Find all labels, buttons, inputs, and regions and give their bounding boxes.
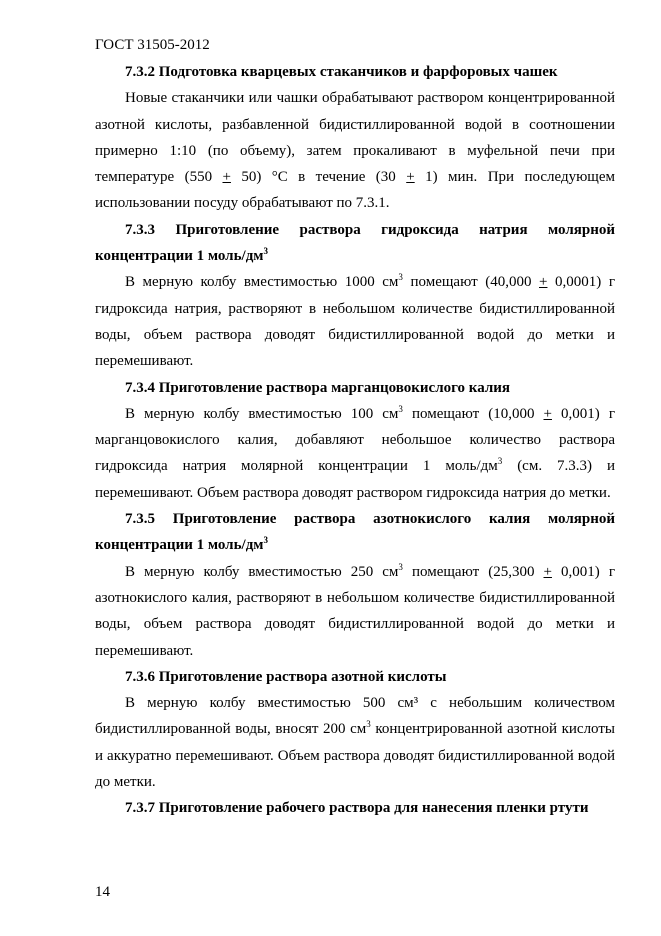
superscript: 3 <box>398 403 403 414</box>
plus-minus-sign: + <box>543 405 552 422</box>
paragraph-text: 50) °С в течение (30 <box>230 169 407 186</box>
superscript: 3 <box>398 561 403 572</box>
heading-text: 7.3.3 Приготовление раствора гидроксида натрия молярной концентрации 1 моль/дм <box>95 221 615 265</box>
section-heading-7-3-7 <box>95 795 615 821</box>
document-body <box>95 59 615 822</box>
section-heading-7-3-2 <box>95 59 615 85</box>
paragraph-text: В мерную колбу вместимостью 1000 см <box>125 274 399 291</box>
section-heading-7-3-3 <box>95 217 615 270</box>
paragraph-text: В мерную колбу вместимостью 250 см <box>125 563 399 580</box>
paragraph-text: концентрированной азотной кислоты и аккуратно перемешивают. Объем раствора доводят бидистиллированной водой до метки. <box>95 721 615 791</box>
section-paragraph-7-3-4 <box>95 401 615 506</box>
paragraph-text: 0,001) г азотнокислого калия, растворяют в небольшом количестве бидистиллированной воды, объем раствора доводят бидистиллированной водой до метки и перемешивают. <box>95 563 615 659</box>
superscript: 3 <box>366 719 371 730</box>
paragraph-text: (см. 7.3.3) и перемешивают. Объем раствора доводят раствором гидроксида натрия до метки. <box>95 458 615 501</box>
section-heading-7-3-6 <box>95 664 615 690</box>
paragraph-text: В мерную колбу вместимостью 500 см³ с небольшим количеством бидистиллированной воды, вносят 200 см <box>95 695 615 738</box>
superscript: 3 <box>398 272 403 283</box>
section-paragraph-7-3-2 <box>95 85 615 216</box>
section-paragraph-7-3-6 <box>95 690 615 795</box>
superscript: 3 <box>497 456 503 467</box>
page-number: 14 <box>95 884 110 900</box>
plus-minus-sign: + <box>222 169 231 186</box>
paragraph-text: помещают (25,300 <box>402 563 544 580</box>
paragraph-text: 0,0001) г гидроксида натрия, растворяют в небольшом количестве бидистиллированной воды, объем раствора доводят бидистиллированной водой до метки и перемешивают. <box>95 274 615 370</box>
superscript: 3 <box>263 246 268 257</box>
section-heading-7-3-4 <box>95 375 615 401</box>
paragraph-text: 1) мин. При последующем использовании посуду обрабатывают по 7.3.1. <box>95 169 615 212</box>
section-heading-7-3-5 <box>95 506 615 559</box>
plus-minus-sign: + <box>543 563 552 580</box>
plus-minus-sign: + <box>539 274 548 291</box>
section-paragraph-7-3-5 <box>95 559 615 664</box>
heading-text: 7.3.6 Приготовление раствора азотной кислоты <box>125 668 447 685</box>
document-code-header: ГОСТ 31505-2012 <box>95 37 210 53</box>
plus-minus-sign: + <box>406 169 415 186</box>
paragraph-text: помещают (10,000 <box>402 405 544 422</box>
heading-text: 7.3.2 Подготовка кварцевых стаканчиков и фарфоровых чашек <box>125 64 558 80</box>
heading-text: 7.3.5 Приготовление раствора азотнокислого калия молярной концентрации 1 моль/дм <box>95 511 615 554</box>
heading-text: 7.3.7 Приготовление рабочего раствора для нанесения пленки ртути <box>125 800 589 817</box>
paragraph-text: помещают (40,000 <box>402 274 539 291</box>
paragraph-text: В мерную колбу вместимостью 100 см <box>125 405 399 422</box>
paragraph-text: Новые стаканчики или чашки обрабатывают раствором концентрированной азотной кислоты, разбавленной бидистиллированной водой в соотношении примерно 1:10 (по объему), затем прокаливают в муфельной печи при температуре (550 <box>95 90 615 186</box>
section-paragraph-7-3-3 <box>95 269 615 374</box>
heading-text: 7.3.4 Приготовление раствора марганцовокислого калия <box>125 379 511 396</box>
paragraph-text: 0,001) г марганцовокислого калия, добавляют небольшое количество раствора гидроксида натрия молярной концентрации 1 моль/дм <box>95 405 615 475</box>
superscript: 3 <box>263 535 268 546</box>
